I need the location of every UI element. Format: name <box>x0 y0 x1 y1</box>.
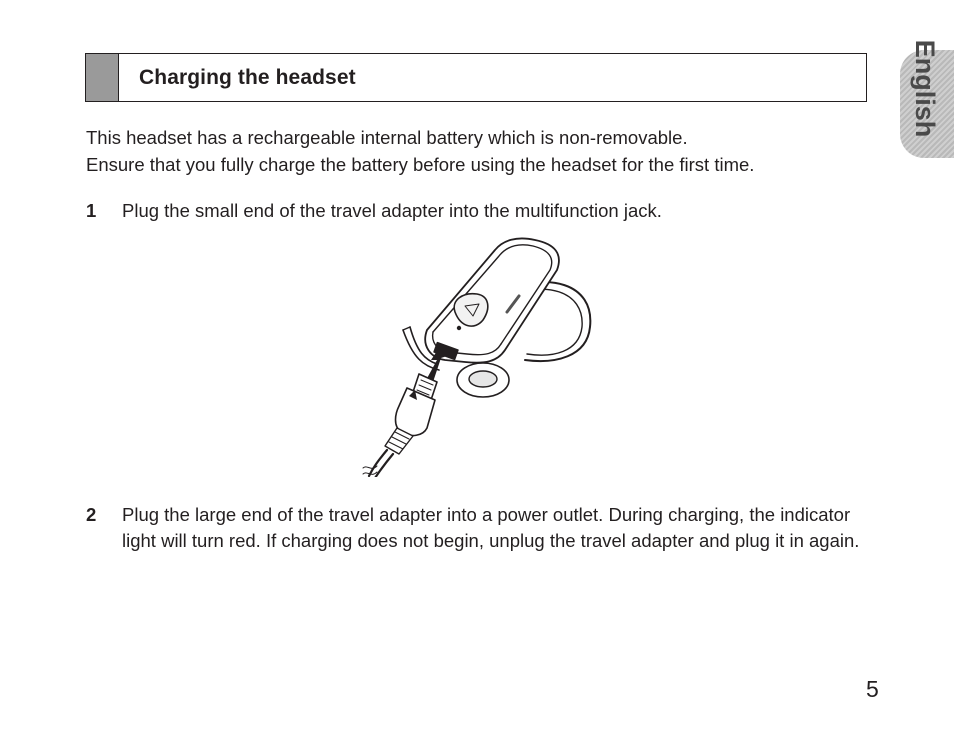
step-number: 2 <box>86 504 97 525</box>
section-header <box>85 53 867 102</box>
page-number: 5 <box>866 676 879 702</box>
step-text: Plug the large end of the travel adapter into a power outlet. During charging, the indicator light will turn red. If charging does not begin, unplug the travel adapter and plug it in again. <box>122 504 860 551</box>
section-title: Charging the headset <box>139 66 356 89</box>
step-text: Plug the small end of the travel adapter into the multifunction jack. <box>122 200 662 221</box>
headset-charging-illustration <box>355 232 605 477</box>
language-tab <box>900 39 954 158</box>
language-tab-label: English <box>910 39 940 138</box>
step-number: 1 <box>86 200 97 221</box>
intro-paragraph <box>86 124 754 178</box>
header-swatch <box>86 54 119 101</box>
intro-line-2: Ensure that you fully charge the battery before using the headset for the first time. <box>86 154 755 175</box>
intro-line-1: This headset has a rechargeable internal battery which is non-removable. <box>86 127 688 148</box>
